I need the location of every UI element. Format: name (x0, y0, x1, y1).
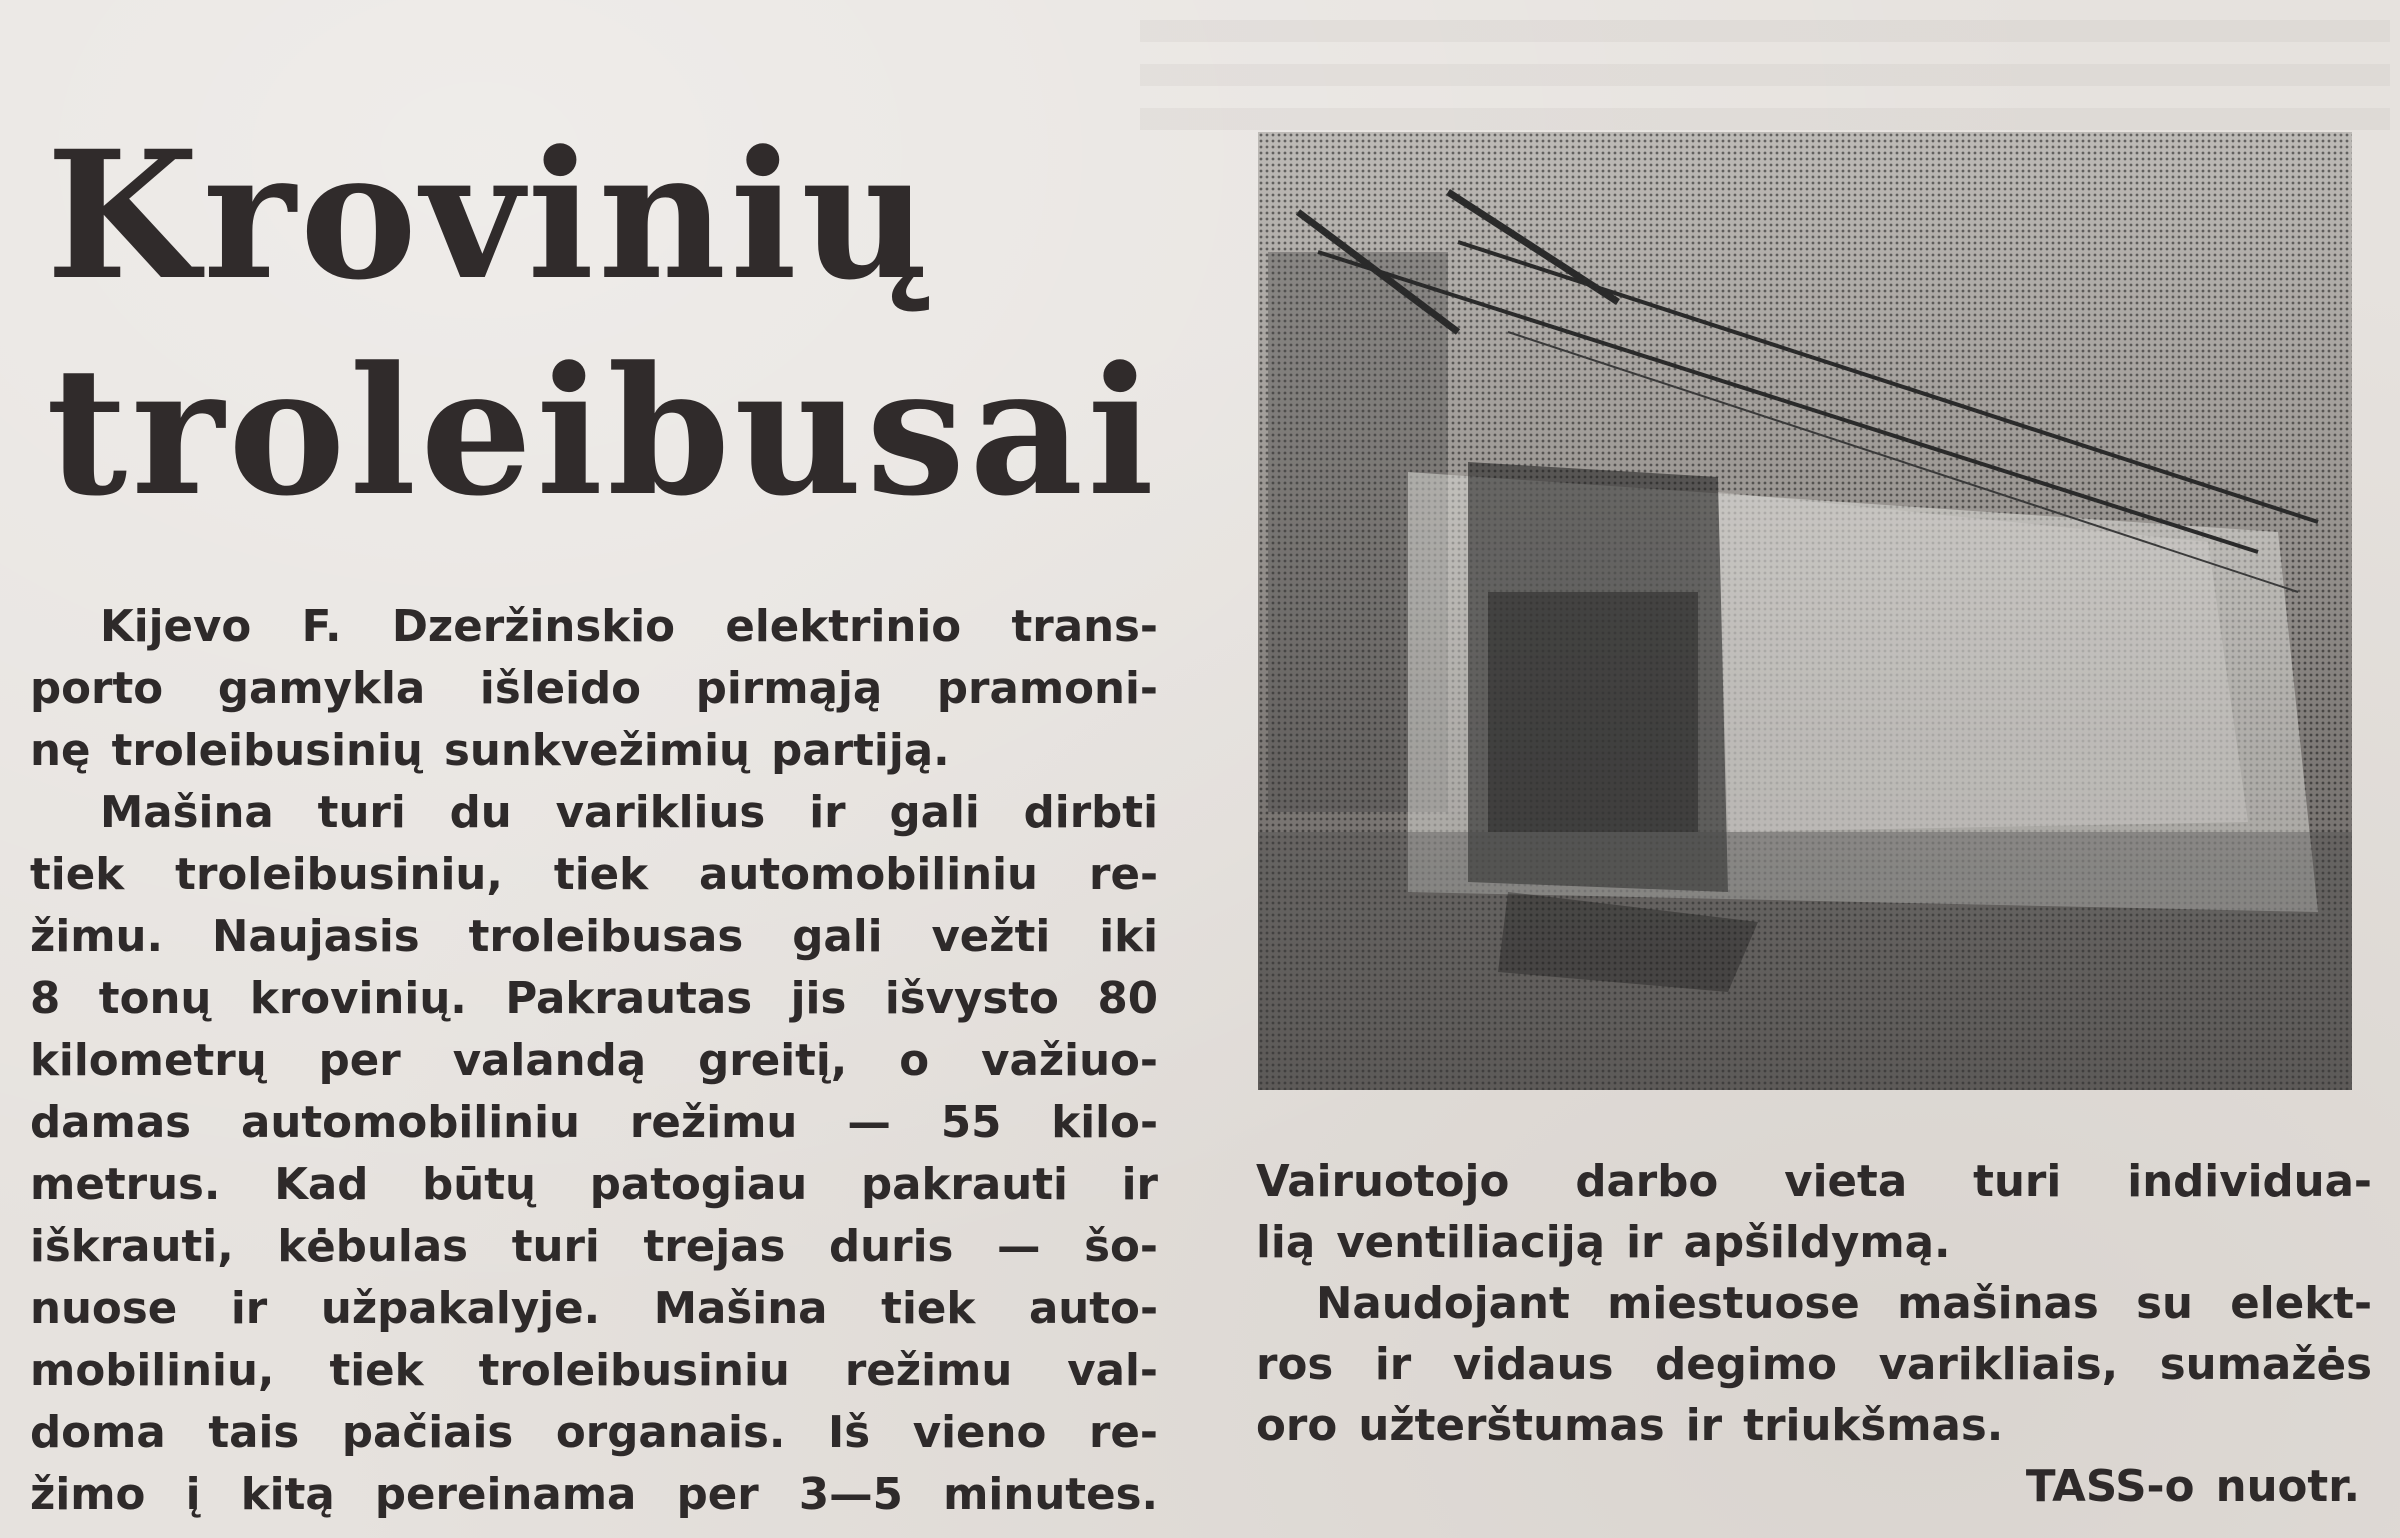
trolleybus-photo (1258, 132, 2352, 1090)
caption-line: oro užterštumas ir triukšmas. (1256, 1401, 2004, 1451)
photo-illustration (1258, 132, 2352, 1090)
caption-line: Naudojant miestuose mašinas su elekt- (1316, 1279, 2372, 1329)
show-through-print (1140, 20, 2390, 130)
caption-line: Vairuotojo darbo vieta turi individua- (1256, 1157, 2372, 1207)
article-line: damas automobiliniu režimu — 55 kilo- (30, 1098, 1158, 1148)
article-line: iškrauti, kėbulas turi trejas duris — šo- (30, 1222, 1158, 1272)
caption-line: ros ir vidaus degimo varikliais, sumažės (1256, 1340, 2372, 1390)
article-line: žimo į kitą pereinama per 3—5 minutes. (30, 1470, 1158, 1520)
article-left-column (30, 596, 1158, 1526)
photo-credit: TASS-o nuotr. (2025, 1462, 2360, 1512)
article-line: metrus. Kad būtų patogiau pakrauti ir (30, 1160, 1158, 1210)
article-line: žimu. Naujasis troleibusas gali vežti iki (30, 912, 1158, 962)
article-line: Mašina turi du variklius ir gali dirbti (100, 788, 1158, 838)
article-right-column (1256, 1152, 2372, 1518)
article-line: doma tais pačiais organais. Iš vieno re- (30, 1408, 1158, 1458)
article-line: Kijevo F. Dzeržinskio elektrinio trans- (100, 602, 1158, 652)
article-line: nę troleibusinių sunkvežimių partiją. (30, 726, 950, 776)
article-line: kilometrų per valandą greitį, o važiuo- (30, 1036, 1158, 1086)
article-line: mobiliniu, tiek troleibusiniu režimu val- (30, 1346, 1158, 1396)
article-line: tiek troleibusiniu, tiek automobiliniu re- (30, 850, 1158, 900)
headline-line-1: Krovinių (46, 112, 933, 319)
article-line: nuose ir užpakalyje. Mašina tiek auto- (30, 1284, 1158, 1334)
headline-line-2: troleibusai (46, 328, 1159, 535)
article-line: porto gamykla išleido pirmąją pramoni- (30, 664, 1158, 714)
headline (46, 108, 1186, 540)
article-line: 8 tonų krovinių. Pakrautas jis išvysto 80 (30, 974, 1158, 1024)
caption-line: lią ventiliaciją ir apšildymą. (1256, 1218, 1951, 1268)
